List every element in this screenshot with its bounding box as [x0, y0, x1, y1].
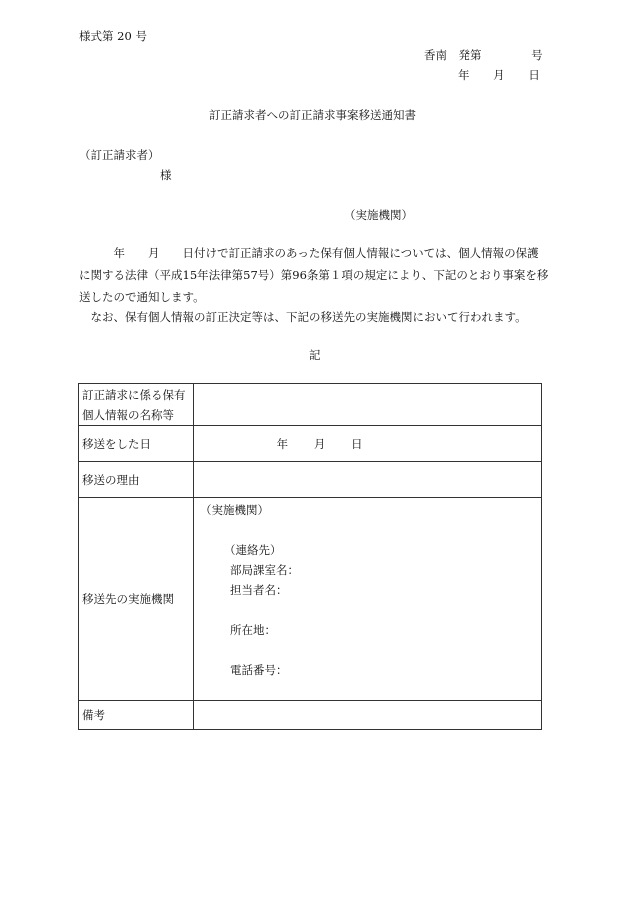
recipient-label: （訂正請求者） — [79, 148, 160, 162]
body-paragraph-2: なお、保有個人情報の訂正決定等は、下記の移送先の実施機関において行われます。 — [79, 310, 527, 324]
row-transfer-date-label: 移送をした日 — [79, 426, 194, 462]
ki-marker: 記 — [309, 348, 321, 362]
row-info-name-value — [194, 384, 542, 426]
reference-number — [424, 47, 543, 63]
row-reason-value — [194, 462, 542, 498]
row-destination-value — [194, 498, 542, 701]
table-row — [79, 498, 542, 701]
row-transfer-date-value — [194, 426, 542, 462]
table-row — [79, 462, 542, 498]
destination-phone: 電話番号： — [230, 663, 288, 677]
row-reason-label: 移送の理由 — [79, 462, 194, 498]
table-row — [79, 701, 542, 730]
transfer-month: 月 — [313, 436, 326, 451]
row-remarks-value — [194, 701, 542, 730]
destination-person: 担当者名： — [230, 583, 288, 597]
table-row — [79, 384, 542, 426]
destination-dept: 部局課室名： — [230, 563, 299, 577]
destination-address: 所在地： — [230, 623, 276, 637]
body-paragraph-1: 年 月 日付けで訂正請求のあった保有個人情報については、個人情報の保護に関する法律（平成15年法律第57号）第96条第１項の規定により、下記のとおり事案を移送したので通知します。 — [79, 246, 549, 304]
reference-suffix: 号 — [531, 48, 543, 62]
row-info-name-label: 訂正請求に係る保有個人情報の名称等 — [79, 384, 194, 426]
form-number: 様式第 20 号 — [79, 29, 147, 43]
transfer-day: 日 — [350, 436, 363, 451]
sender-label: （実施機関） — [344, 208, 413, 222]
destination-agency: （実施機関） — [200, 503, 269, 517]
row-remarks-label: 備考 — [79, 701, 194, 730]
transfer-details-table — [78, 383, 542, 730]
issue-year: 年 — [458, 68, 470, 82]
destination-contact: （連絡先） — [224, 543, 282, 557]
issue-date — [458, 67, 540, 83]
issue-month: 月 — [493, 68, 505, 82]
recipient-honorific: 様 — [160, 168, 172, 182]
table-row — [79, 426, 542, 462]
reference-prefix: 香南 発第 — [424, 48, 482, 62]
row-destination-label: 移送先の実施機関 — [79, 498, 194, 701]
issue-day: 日 — [528, 68, 540, 82]
document-title: 訂正請求者への訂正請求事案移送通知書 — [209, 108, 416, 122]
transfer-year: 年 — [276, 436, 289, 451]
